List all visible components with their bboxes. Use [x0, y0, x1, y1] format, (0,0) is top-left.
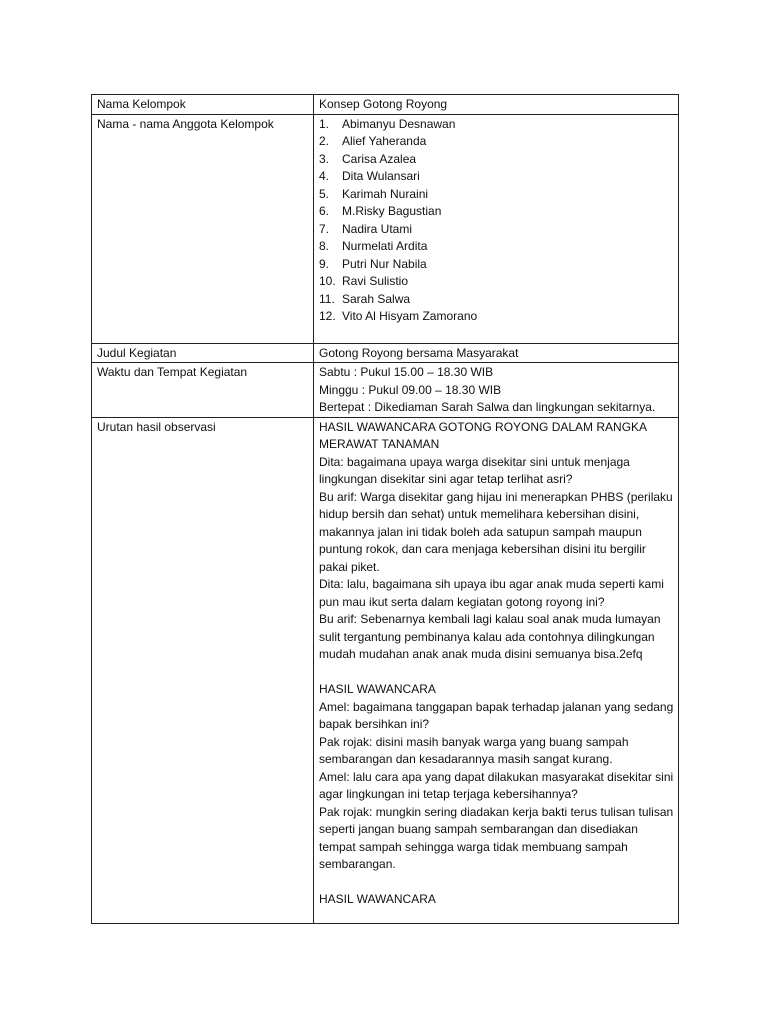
observation-heading-2: HASIL WAWANCARA [319, 682, 436, 696]
place-line: Bertepat : Dikediaman Sarah Salwa dan lingkungan sekitarnya. [319, 400, 656, 414]
blank-line [319, 664, 674, 682]
label-time-place: Waktu dan Tempat Kegiatan [92, 363, 314, 418]
observation-heading-3: HASIL WAWANCARA [319, 892, 436, 906]
label-group-name: Nama Kelompok [92, 95, 314, 115]
member-name: Nurmelati Ardita [342, 239, 428, 253]
member-number: 6. [319, 204, 330, 218]
members-list [319, 116, 674, 343]
observation-paragraph: Bu arif: Warga disekitar gang hijau ini menerapkan PHBS (perilaku hidup bersih dan sehat) untuk memelihara kebersihan disini, makannya jalan ini tidak boleh ada satupun sampah maupun puntung rokok, dan cara menjaga kebersihan disini itu bergilir pakai piket. [319, 489, 673, 574]
member-list-item [319, 291, 674, 309]
label-observation: Urutan hasil observasi [92, 417, 314, 923]
member-name: Nadira Utami [342, 221, 413, 236]
member-number: 9. [319, 256, 330, 271]
observation-paragraph: Dita: bagaimana upaya warga disekitar sini untuk menjaga lingkungan disekitar sini agar tetap terlihat asri? [319, 454, 630, 486]
member-list-item [319, 151, 674, 169]
member-name: M.Risky Bagustian [342, 204, 442, 218]
value-group-name: Konsep Gotong Royong [314, 95, 679, 115]
member-number: 4. [319, 169, 330, 183]
member-list-item [319, 186, 674, 204]
member-name: Sarah Salwa [342, 291, 411, 306]
member-number: 3. [319, 151, 330, 166]
member-list-item [319, 308, 674, 326]
member-list-item [319, 116, 674, 134]
observation-table [91, 94, 679, 924]
member-list-item [319, 238, 674, 256]
member-number: 2. [319, 134, 330, 148]
table-row-time-place [92, 363, 679, 418]
member-name: Alief Yaheranda [342, 134, 427, 148]
value-members [314, 114, 679, 343]
table-row-activity-title [92, 343, 679, 363]
member-name: Vito Al Hisyam Zamorano [342, 309, 478, 323]
member-number: 5. [319, 186, 330, 201]
member-name: Putri Nur Nabila [342, 256, 427, 271]
member-number: 8. [319, 239, 330, 253]
time-line-saturday: Sabtu : Pukul 15.00 – 18.30 WIB [319, 365, 494, 379]
label-activity-title: Judul Kegiatan [92, 343, 314, 363]
label-members: Nama - nama Anggota Kelompok [92, 114, 314, 343]
member-number: 1. [319, 116, 330, 131]
member-list-item [319, 203, 674, 221]
value-activity-title: Gotong Royong bersama Masyarakat [314, 343, 679, 363]
time-line-sunday: Minggu : Pukul 09.00 – 18.30 WIB [319, 382, 502, 397]
blank-line [319, 874, 674, 892]
member-list-item [319, 221, 674, 239]
table-row-observation [92, 417, 679, 923]
observation-paragraph: Pak rojak: mungkin sering diadakan kerja bakti terus tulisan tulisan seperti jangan buang sampah sembarangan dan disediakan tempat sampah sehingga warga tidak membuang sampah sembarangan. [319, 804, 674, 871]
member-name: Carisa Azalea [342, 151, 417, 166]
observation-heading-1: HASIL WAWANCARA GOTONG ROYONG DALAM RANGKA MERAWAT TANAMAN [319, 419, 647, 451]
value-observation [314, 417, 679, 923]
member-number: 10. [319, 274, 336, 288]
observation-paragraph: Amel: lalu cara apa yang dapat dilakukan masyarakat disekitar sini agar lingkungan ini tetap terjaga kebersihannya? [319, 769, 674, 801]
member-name: Karimah Nuraini [342, 186, 429, 201]
value-time-place [314, 363, 679, 418]
member-list-item [319, 133, 674, 151]
member-list-item [319, 168, 674, 186]
member-number: 12. [319, 309, 336, 323]
member-name: Ravi Sulistio [342, 274, 409, 288]
member-number: 7. [319, 221, 330, 236]
member-list-item [319, 273, 674, 291]
observation-paragraph: Pak rojak: disini masih banyak warga yang buang sampah sembarangan dan kesadarannya masih sangat kurang. [319, 734, 629, 766]
observation-content [319, 419, 674, 923]
observation-paragraph: Bu arif: Sebenarnya kembali lagi kalau soal anak muda lumayan sulit tergantung pembinanya kalau ada contohnya dilingkungan mudah mudahan anak anak muda disini semuanya bisa.2efq [319, 612, 661, 661]
table-row-group-name [92, 95, 679, 115]
observation-paragraph: Amel: bagaimana tanggapan bapak terhadap jalanan yang sedang bapak bersihkan ini? [319, 699, 674, 731]
member-name: Dita Wulansari [342, 169, 420, 183]
member-name: Abimanyu Desnawan [342, 116, 456, 131]
observation-paragraph: Dita: lalu, bagaimana sih upaya ibu agar anak muda seperti kami pun mau ikut serta dalam kegiatan gotong royong ini? [319, 577, 664, 609]
table-row-members [92, 114, 679, 343]
member-list-item [319, 256, 674, 274]
member-number: 11. [319, 291, 335, 306]
